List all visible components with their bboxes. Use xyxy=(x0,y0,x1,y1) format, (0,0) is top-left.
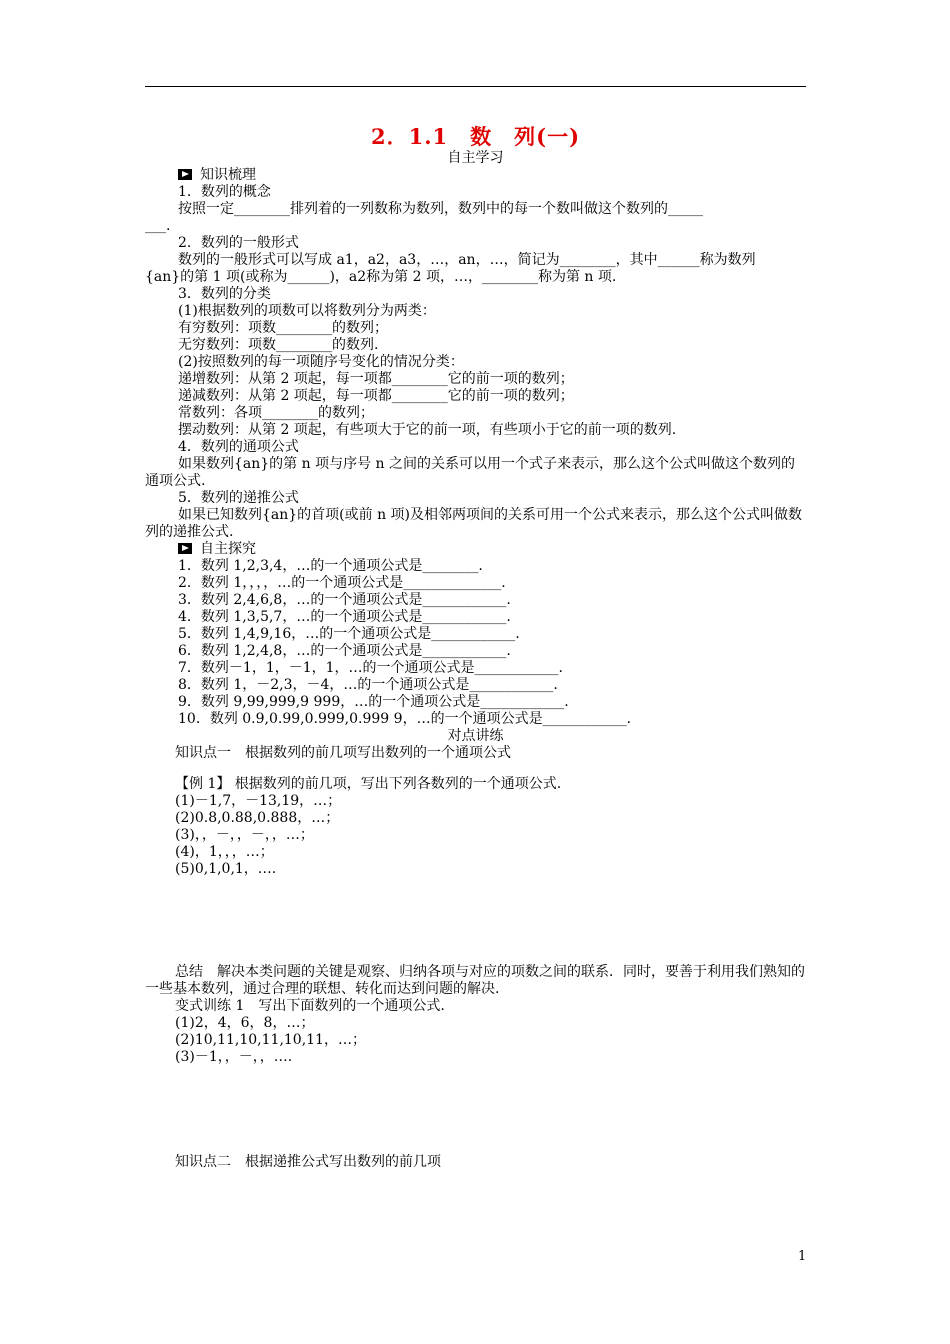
section-heading: 自主学习 xyxy=(447,150,504,166)
list-item: (4)，1，，，…； xyxy=(175,844,274,860)
document-body xyxy=(145,124,806,1171)
list-item: 5．数列 1,4,9,16，…的一个通项公式是____________. xyxy=(178,626,520,642)
paragraph: 如果已知数列{an}的首项(或前 n 项)及相邻两项间的关系可用一个公式来表示，那么这个公式叫做数列的递推公式. xyxy=(145,507,803,540)
paragraph: 如果数列{an}的第 n 项与序号 n 之间的关系可以用一个式子来表示，那么这个公式叫做这个数列的通项公式. xyxy=(145,456,796,489)
list-item: 8．数列 1，－2,3，－4，…的一个通项公式是____________. xyxy=(178,677,558,693)
list-item: 2．数列 1，，，，…的一个通项公式是______________. xyxy=(178,575,506,591)
text-line: 递减数列：从第 2 项起，每一项都________它的前一项的数列； xyxy=(178,388,574,404)
text-line: 5．数列的递推公式 xyxy=(178,490,299,506)
text-line: 4．数列的通项公式 xyxy=(178,439,299,455)
text-line: 摆动数列：从第 2 项起，有些项大于它的前一项，有些项小于它的前一项的数列. xyxy=(178,422,677,438)
text-line: 1．数列的概念 xyxy=(178,184,271,200)
section-heading: 对点讲练 xyxy=(447,728,504,744)
text-line: 2．数列的一般形式 xyxy=(178,235,299,251)
text-line: ___. xyxy=(145,218,171,234)
list-item: 1．数列 1,2,3,4，…的一个通项公式是________. xyxy=(178,558,483,574)
text-line: (1)根据数列的项数可以将数列分为两类： xyxy=(178,303,436,319)
list-item: (3)－1，，－，，…. xyxy=(175,1049,293,1065)
text-line: 数列的一般形式可以写成 a1，a2，a3，…，an，…，简记为________，其中______称为数列 xyxy=(178,252,756,268)
list-item: 9．数列 9,99,999,9 999，…的一个通项公式是____________. xyxy=(178,694,569,710)
play-flag-icon xyxy=(178,169,192,180)
header-rule xyxy=(145,86,806,87)
page-number: 1 xyxy=(798,1249,807,1264)
subsection-heading: 知识梳理 xyxy=(145,167,806,184)
list-item: 4．数列 1,3,5,7，…的一个通项公式是____________. xyxy=(178,609,511,625)
list-item: (1)－1,7，－13,19，…； xyxy=(175,793,342,809)
list-item: 7．数列－1，1，－1，1，…的一个通项公式是____________. xyxy=(178,660,563,676)
list-item: (3)，，－，，－，，…； xyxy=(175,827,314,843)
text-line: 常数列：各项________的数列； xyxy=(178,405,374,421)
list-item: (5)0,1,0,1，…. xyxy=(175,861,277,877)
list-item: 6．数列 1,2,4,8，…的一个通项公式是____________. xyxy=(178,643,511,659)
subsection-heading: 自主探究 xyxy=(145,541,806,558)
list-item: 10．数列 0.9,0.99,0.999,0.999 9，…的一个通项公式是____________. xyxy=(178,711,632,727)
play-flag-icon xyxy=(178,543,192,554)
list-item: (2)0.8,0.88,0.888，…； xyxy=(175,810,340,826)
practice-heading: 变式训练 1 写出下面数列的一个通项公式. xyxy=(175,998,445,1014)
text-line: 递增数列：从第 2 项起，每一项都________它的前一项的数列； xyxy=(178,371,574,387)
text-line: 无穷数列：项数________的数列. xyxy=(178,337,379,353)
text-line: {an}的第 1 项(或称为______)，a2称为第 2 项，…，________称为第 n 项. xyxy=(145,269,617,285)
page-title: 2．1.1 数 列(一) xyxy=(370,124,581,149)
summary-paragraph: 总结 解决本类问题的关键是观察、归纳各项与对应的项数之间的联系．同时，要善于利用我们熟知的一些基本数列，通过合理的联想、转化而达到问题的解决. xyxy=(145,964,805,997)
list-item: 3．数列 2,4,6,8，…的一个通项公式是____________. xyxy=(178,592,511,608)
list-item: (2)10,11,10,11,10,11，…； xyxy=(175,1032,366,1048)
knowledge-point-heading: 知识点二 根据递推公式写出数列的前几项 xyxy=(175,1154,441,1170)
text-line: 按照一定________排列着的一列数称为数列，数列中的每一个数叫做这个数列的_____ xyxy=(178,201,703,217)
text-line: (2)按照数列的每一项随序号变化的情况分类： xyxy=(178,354,464,370)
list-item: (1)2，4，6，8，…； xyxy=(175,1015,315,1031)
knowledge-point-heading: 知识点一 根据数列的前几项写出数列的一个通项公式 xyxy=(175,745,511,761)
example-heading: 【例 1】 根据数列的前几项，写出下列各数列的一个通项公式. xyxy=(175,776,562,792)
text-line: 3．数列的分类 xyxy=(178,286,271,302)
text-line: 有穷数列：项数________的数列； xyxy=(178,320,388,336)
